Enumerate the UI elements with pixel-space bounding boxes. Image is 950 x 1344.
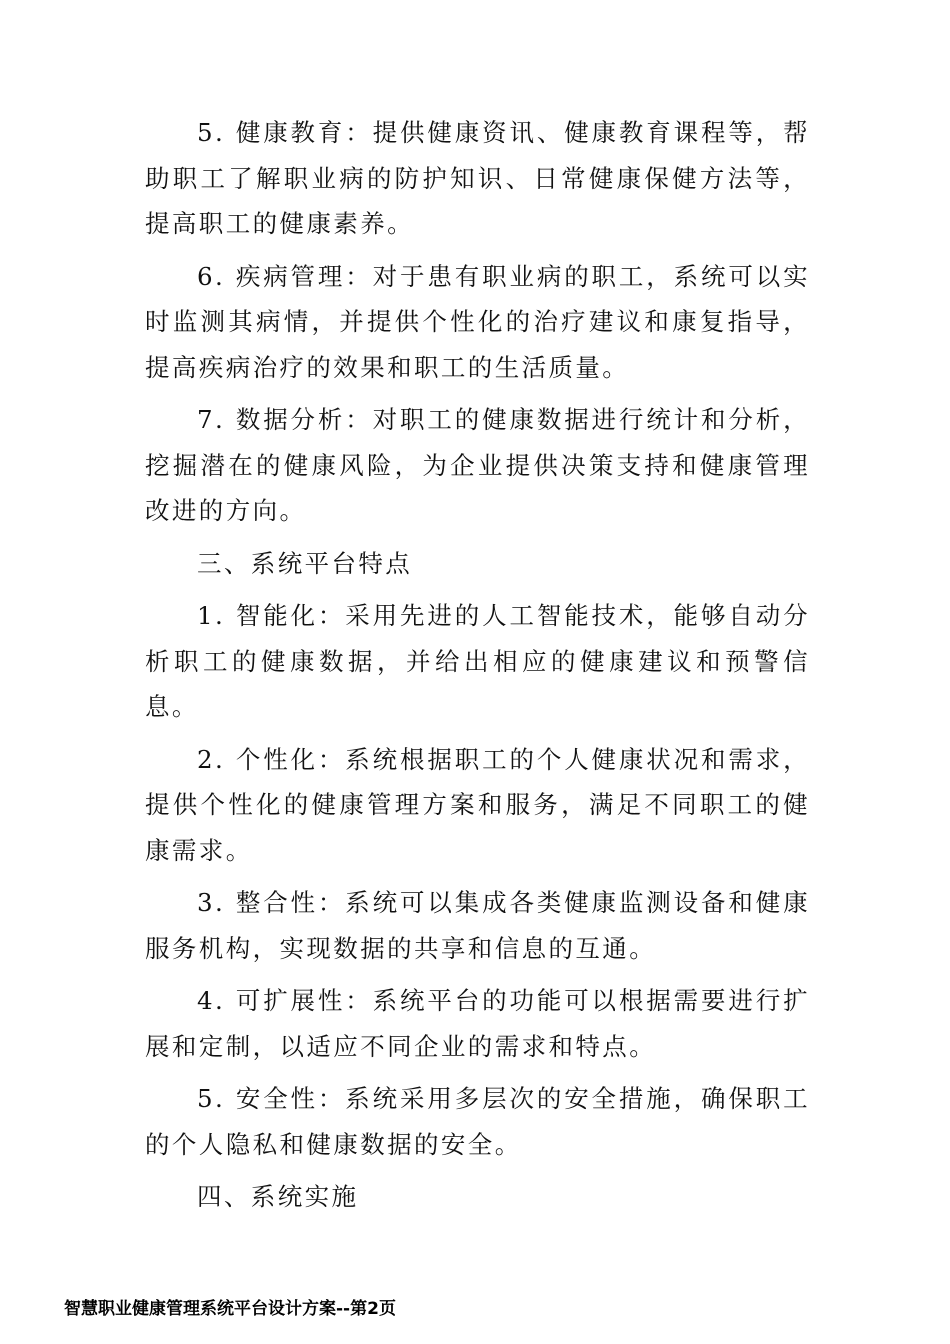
feature-item-personalized: 2. 个性化：系统根据职工的个人健康状况和需求，提供个性化的健康管理方案和服务，满足不同职工的健康需求。 [145, 744, 810, 865]
paragraph-health-education: 5. 健康教育：提供健康资讯、健康教育课程等，帮助职工了解职业病的防护知识、日常健康保健方法等，提高职工的健康素养。 [145, 118, 810, 238]
feature-item-intelligent: 1. 智能化：采用先进的人工智能技术，能够自动分析职工的健康数据，并给出相应的健康建议和预警信息。 [145, 601, 810, 721]
section-heading-platform-features: 三、系统平台特点 [197, 548, 413, 578]
section-heading-implementation: 四、系统实施 [197, 1182, 359, 1211]
paragraph-data-analysis: 7. 数据分析：对职工的健康数据进行统计和分析，挖掘潜在的健康风险，为企业提供决策支持和健康管理改进的方向。 [145, 405, 810, 525]
paragraph-disease-management: 6. 疾病管理：对于患有职业病的职工，系统可以实时监测其病情，并提供个性化的治疗建议和康复指导，提高疾病治疗的效果和职工的生活质量。 [145, 261, 810, 382]
feature-item-security: 5. 安全性：系统采用多层次的安全措施，确保职工的个人隐私和健康数据的安全。 [145, 1084, 810, 1159]
feature-item-scalability: 4. 可扩展性：系统平台的功能可以根据需要进行扩展和定制，以适应不同企业的需求和特点。 [145, 986, 810, 1061]
page-footer: 智慧职业健康管理系统平台设计方案--第2页 [64, 1299, 396, 1319]
document-body [145, 110, 810, 1227]
feature-item-integration: 3. 整合性：系统可以集成各类健康监测设备和健康服务机构，实现数据的共享和信息的互通。 [145, 888, 810, 963]
